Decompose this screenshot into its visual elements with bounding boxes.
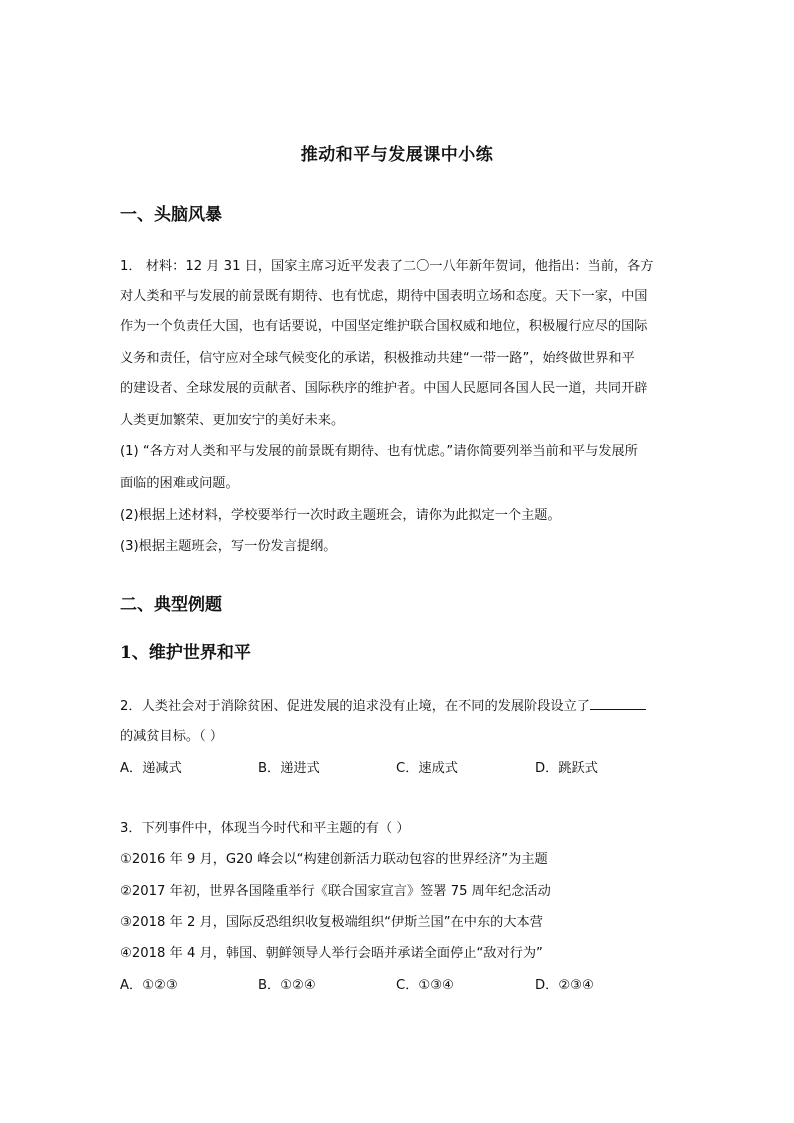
q2-option-a: A．递减式 <box>120 761 182 776</box>
page-title: 推动和平与发展课中小练 <box>300 145 494 165</box>
q2-option-c: C．速成式 <box>396 761 458 776</box>
q2-option-d: D．跳跃式 <box>535 761 598 776</box>
q1-line-3: 作为一个负责任大国，也有话要说，中国坚定维护联合国权威和地位，积极履行应尽的国际 <box>120 319 648 334</box>
q1-line-4: 义务和责任，信守应对全球气候变化的承诺，积极推动共建“一带一路”，始终做世界和平 <box>120 351 635 366</box>
q2-stem-text: 2．人类社会对于消除贫困、促进发展的追求没有止境，在不同的发展阶段设立了 <box>120 699 590 714</box>
q1-sub2: (2)根据上述材料，学校要举行一次时政主题班会，请你为此拟定一个主题。 <box>120 508 561 523</box>
q2-option-b: B．递进式 <box>258 761 320 776</box>
answer-blank <box>590 697 646 710</box>
q2-line-1 <box>120 697 680 715</box>
q1-line-1: 1． 材料：12 月 31 日，国家主席习近平发表了二〇一八年新年贺词，他指出：当前，各方 <box>120 259 654 274</box>
q1-sub1-line-1: (1) “各方对人类和平与发展的前景既有期待、也有忧虑。”请你简要列举当前和平与发展所 <box>120 444 638 459</box>
q1-sub3: (3)根据主题班会，写一份发言提纲。 <box>120 539 337 554</box>
q1-sub1-line-2: 面临的困难或问题。 <box>120 476 239 491</box>
q1-line-2: 对人类和平与发展的前景既有期待、也有忧虑，期待中国表明立场和态度。天下一家，中国 <box>120 289 648 304</box>
section-heading-examples: 二、典型例题 <box>120 595 222 615</box>
q3-item-3: ③2018 年 2 月，国际反恐组织收复极端组织“伊斯兰国”在中东的大本营 <box>120 915 543 930</box>
subheading-maintain-peace: 1、维护世界和平 <box>120 643 251 663</box>
q3-item-2: ②2017 年初，世界各国隆重举行《联合国家宣言》签署 75 周年纪念活动 <box>120 884 551 899</box>
q3-option-d: D．②③④ <box>535 978 594 993</box>
section-heading-brainstorm: 一、头脑风暴 <box>120 205 222 225</box>
q1-line-5: 的建设者、全球发展的贡献者、国际秩序的维护者。中国人民愿同各国人民一道，共同开辟 <box>120 381 648 396</box>
q3-option-c: C．①③④ <box>396 978 454 993</box>
q2-line-2: 的减贫目标。（ ） <box>120 729 224 744</box>
q3-stem: 3．下列事件中，体现当今时代和平主题的有（ ） <box>120 821 410 836</box>
q3-item-4: ④2018 年 4 月，韩国、朝鲜领导人举行会晤并承诺全面停止“敌对行为” <box>120 946 543 961</box>
q3-item-1: ①2016 年 9 月，G20 峰会以“构建创新活力联动包容的世界经济”为主题 <box>120 852 548 867</box>
q3-option-b: B．①②④ <box>258 978 316 993</box>
q3-option-a: A．①②③ <box>120 978 178 993</box>
q1-line-6: 人类更加繁荣、更加安宁的美好未来。 <box>120 413 345 428</box>
